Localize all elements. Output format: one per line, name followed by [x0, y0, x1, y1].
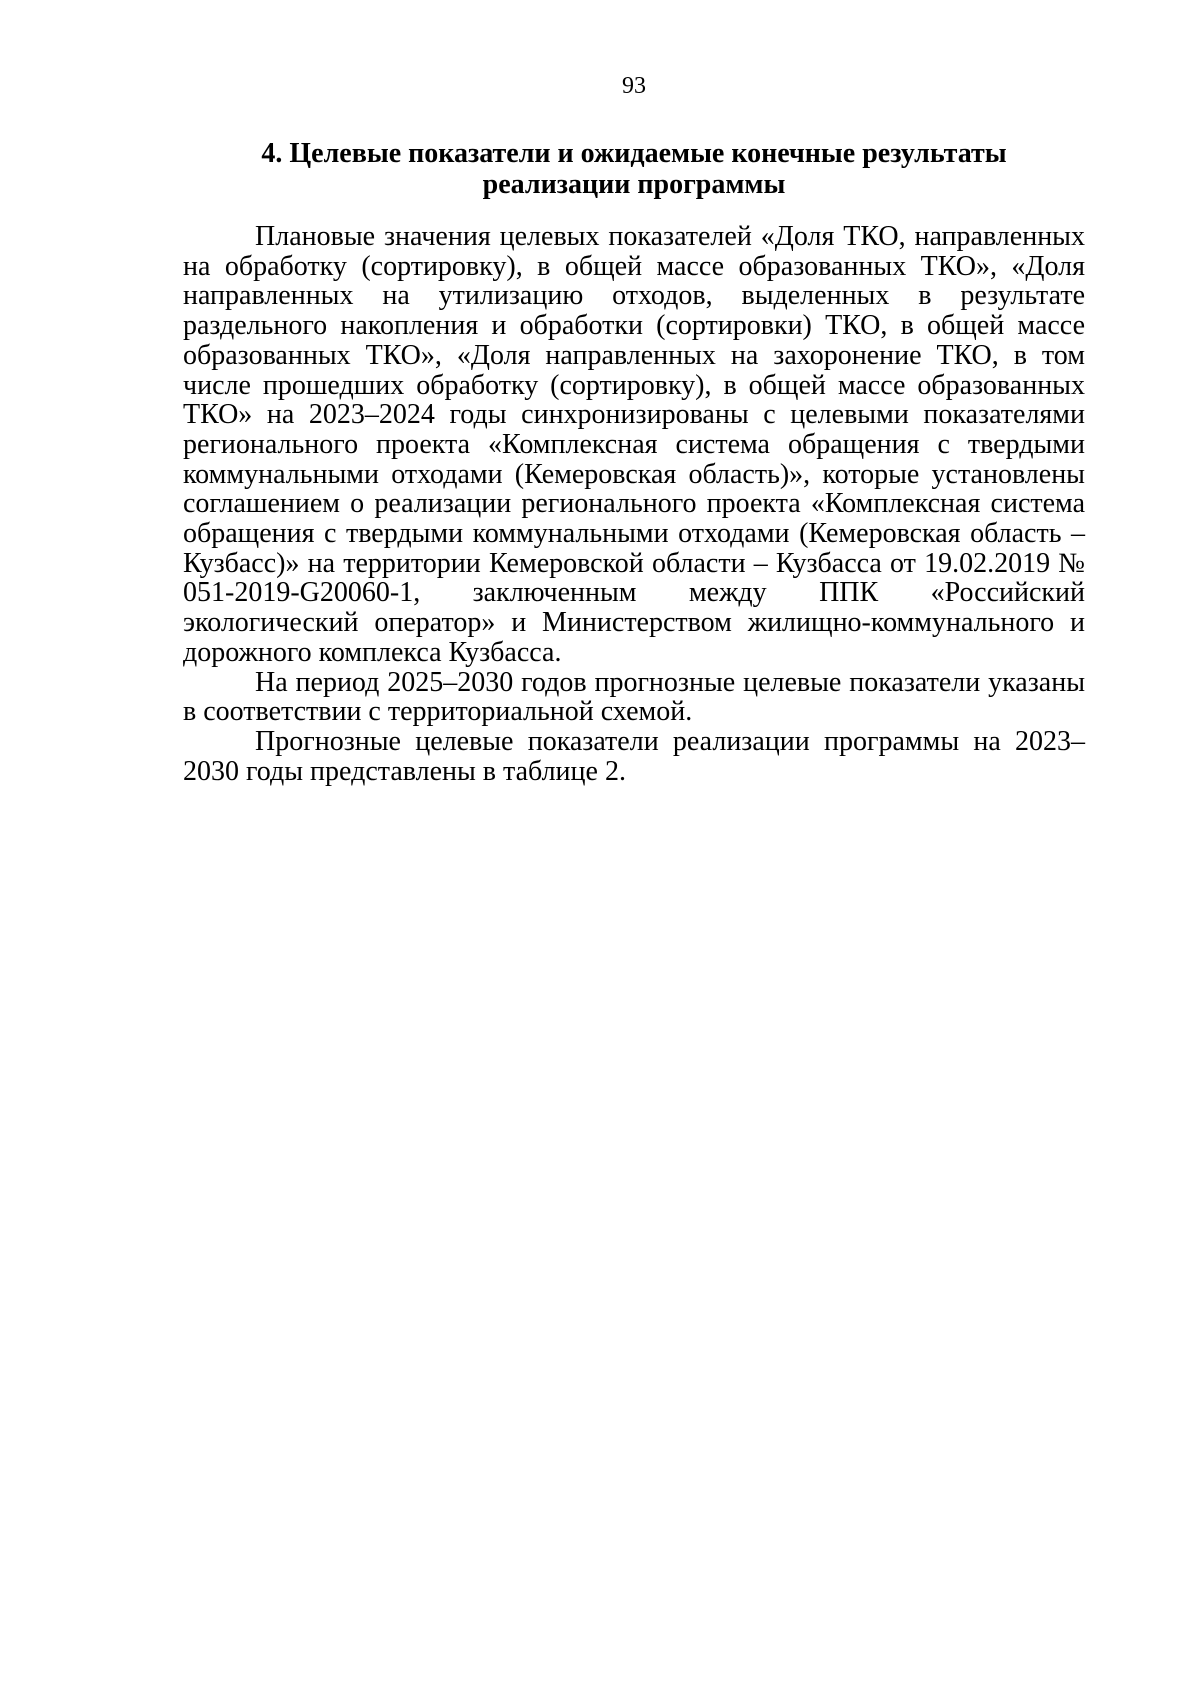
paragraph-table-reference: Прогнозные целевые показатели реализации программы на 2023–2030 годы представлены в таблице 2.: [183, 725, 1085, 787]
page-number: 93: [622, 73, 646, 99]
section-title-line-2: реализации программы: [482, 169, 786, 200]
body-text: [183, 222, 1085, 786]
section-title-line-1: 4. Целевые показатели и ожидаемые конечные результаты: [261, 138, 1007, 169]
section-title: [183, 138, 1085, 200]
paragraph-forecast-period: На период 2025–2030 годов прогнозные целевые показатели указаны в соответствии с территориальной схемой.: [183, 666, 1085, 728]
paragraph-target-indicators-sync: Плановые значения целевых показателей «Доля ТКО, направленных на обработку (сортировку), в общей массе образованных ТКО», «Доля направленных на утилизацию отходов, выделенных в результате раздельного накопления и обработки (сортировки) ТКО, в общей массе образованных ТКО», «Доля направленных на захоронение ТКО, в том числе прошедших обработку (сортировку), в общей массе образованных ТКО» на 2023–2024 годы синхронизированы с целевыми показателями регионального проекта «Комплексная система обращения с твердыми коммунальными отходами (Кемеровская область)», которые установлены соглашением о реализации регионального проекта «Комплексная система обращения с твердыми коммунальными отходами (Кемеровская область – Кузбасс)» на территории Кемеровской области – Кузбасса от 19.02.2019 № 051-2019-G20060-1, заключенным между ППК «Российский экологический оператор» и Министерством жилищно-коммунального и дорожного комплекса Кузбасса.: [183, 221, 1085, 668]
